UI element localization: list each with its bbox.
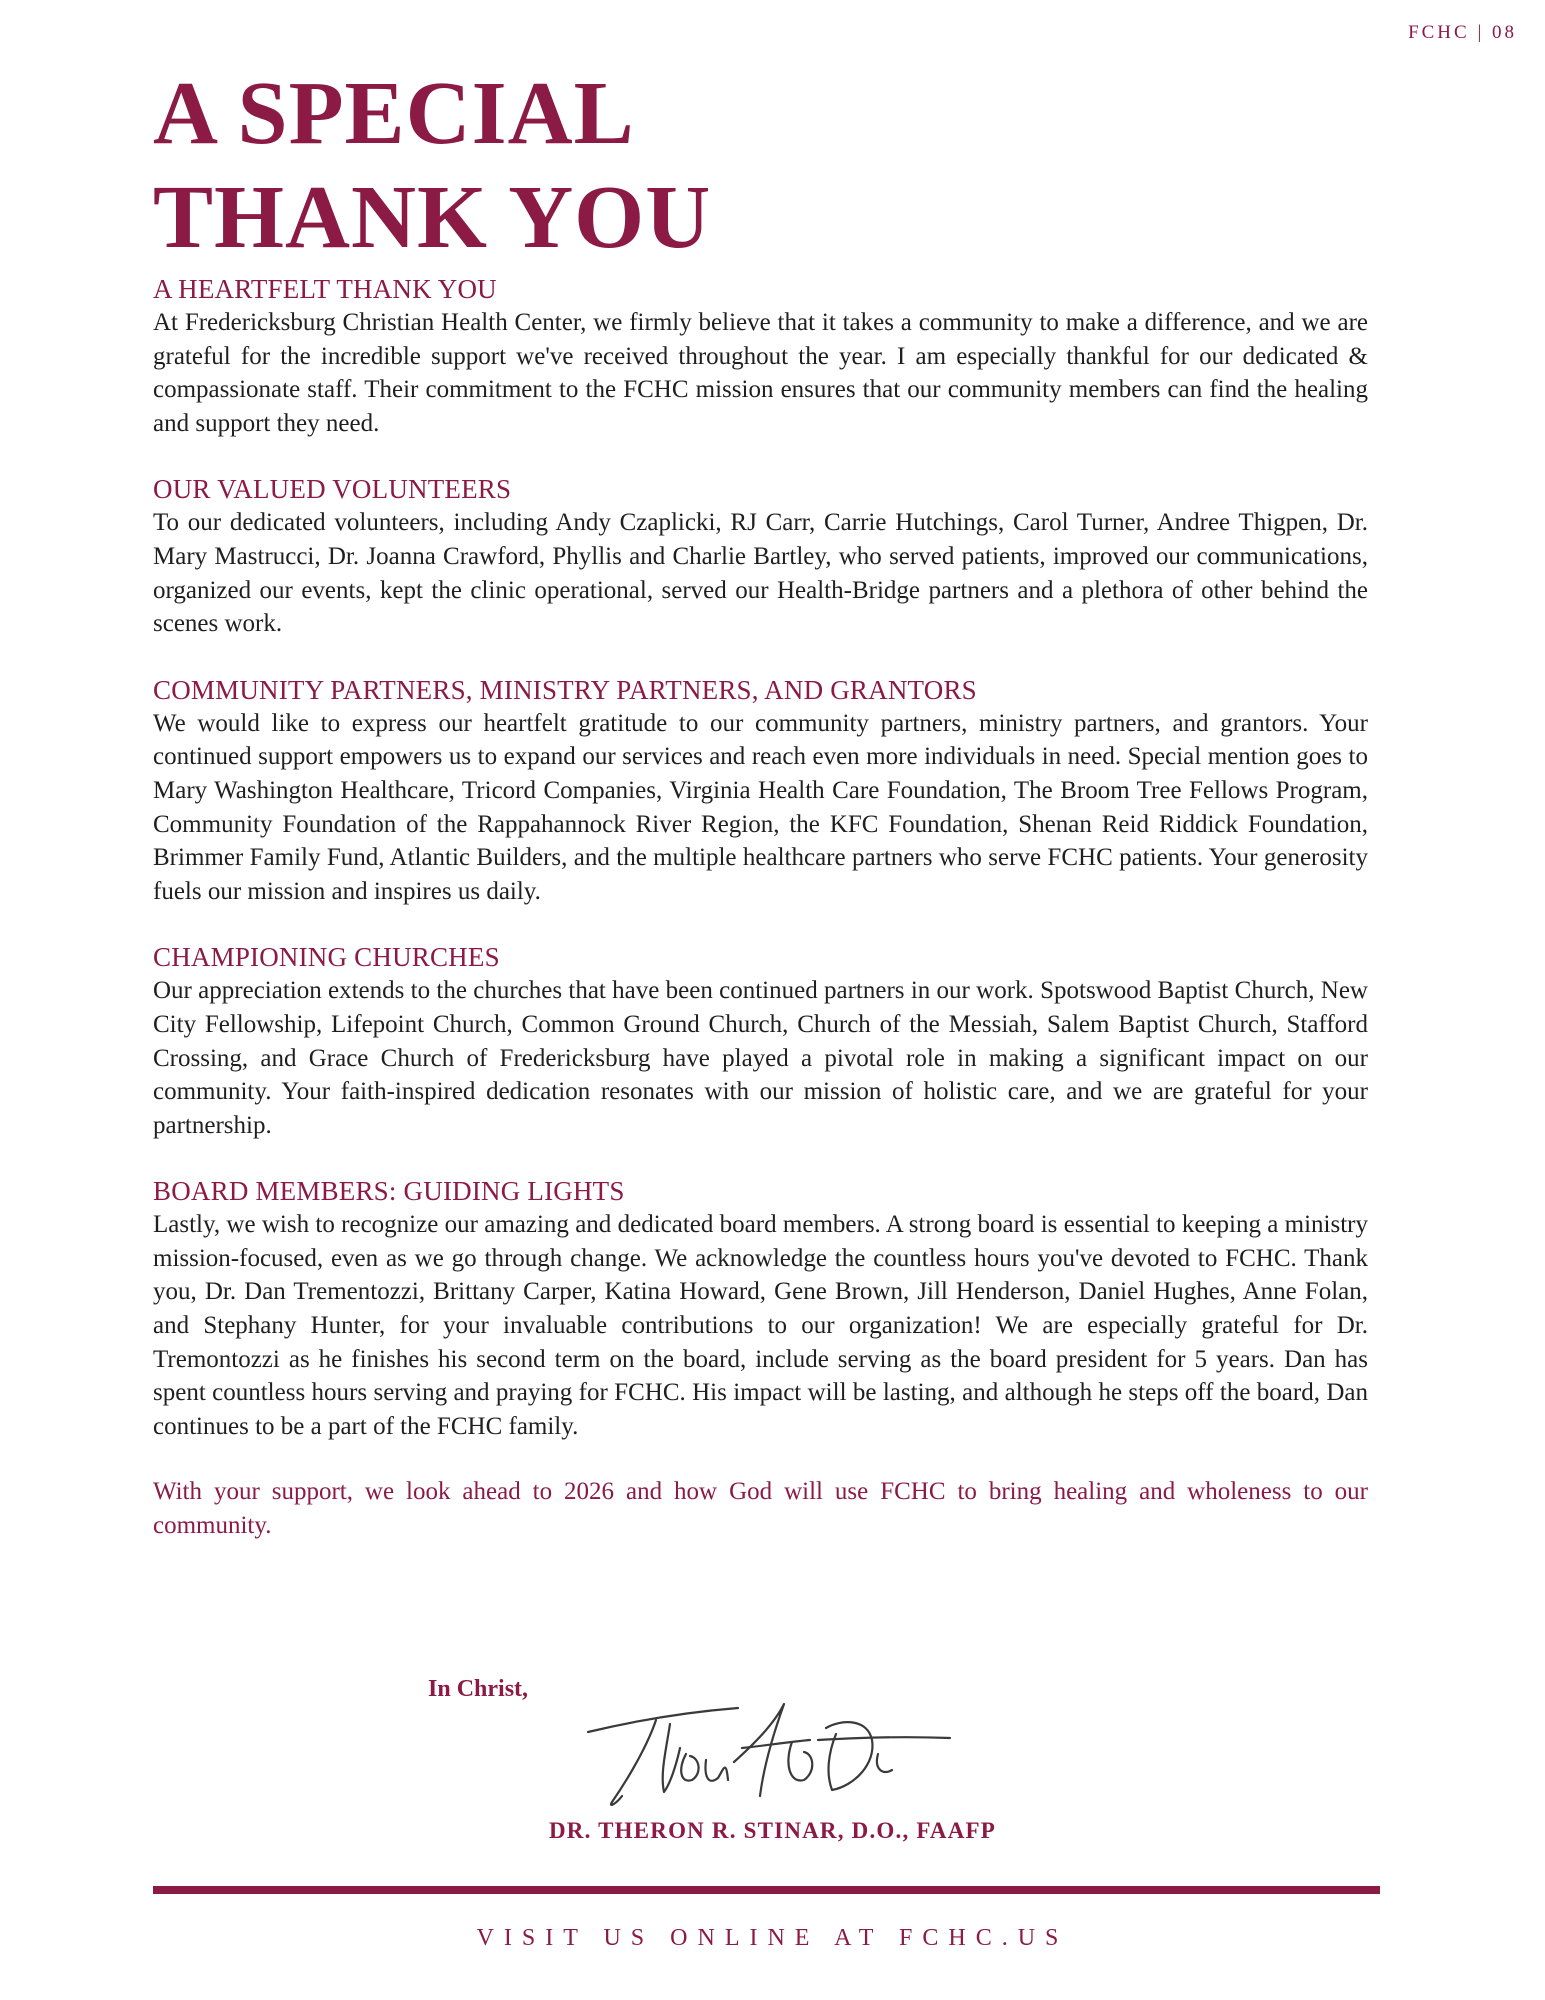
closing-note: With your support, we look ahead to 2026 and how God will use FCHC to bring healing and wholeness to our community. — [153, 1478, 1368, 1540]
section-heading: BOARD MEMBERS: GUIDING LIGHTS — [153, 1176, 625, 1207]
section-heading: A HEARTFELT THANK YOU — [153, 274, 497, 304]
section-heartfelt-thank-you — [153, 272, 1368, 440]
signer-name: DR. THERON R. STINAR, D.O., FAAFP — [548, 1818, 997, 1843]
page-title — [153, 62, 1053, 270]
section-body: At Fredericksburg Christian Health Center, we firmly believe that it takes a community to make a difference, and we are grateful for the incredible support we've received throughout the year. I am especially thankful for our dedicated & compassionate staff. Their commitment to the FCHC mission ensures that our community members can find the healing and support they need. — [153, 309, 1368, 437]
section-heading: OUR VALUED VOLUNTEERS — [153, 474, 512, 505]
section-valued-volunteers — [153, 472, 1368, 640]
footer-divider — [153, 1886, 1380, 1894]
section-heading: COMMUNITY PARTNERS, MINISTRY PARTNERS, AND GRANTORS — [153, 674, 977, 705]
footer-website: VISIT US ONLINE AT FCHC.US — [476, 1925, 1069, 1951]
section-body: To our dedicated volunteers, including Andy Czaplicki, RJ Carr, Carrie Hutchings, Carol Turner, Andree Thigpen, Dr. Mary Mastrucci, Dr. Joanna Crawford, Phyllis and Charlie Bartley, who served patients, improved our communications, organized our events, kept the clinic operational, served our Health-Bridge partners and a plethora of other behind the scenes work. — [153, 509, 1368, 638]
sign-off: In Christ, — [428, 1676, 529, 1702]
letter-body — [153, 272, 1368, 1543]
page-number: FCHC | 08 — [1408, 22, 1517, 43]
page-title-line-2: THANK YOU — [153, 168, 712, 267]
section-heading: CHAMPIONING CHURCHES — [153, 942, 500, 973]
section-body: Lastly, we wish to recognize our amazing and dedicated board members. A strong board is essential to keeping a ministry mission-focused, even as we go through change. We acknowledge the countless hours you've devoted to FCHC. Thank you, Dr. Dan Trementozzi, Brittany Carper, Katina Howard, Gene Brown, Jill Henderson, Daniel Hughes, Anne Folan, and Stephany Hunter, for your invaluable contributions to our organization! We are especially grateful for Dr. Tremontozzi as he finishes his second term on the board, include serving as the board president for 5 years. Dan has spent countless hours serving and praying for FCHC. His impact will be lasting, and although he steps off the board, Dan continues to be a part of the FCHC family. — [153, 1211, 1368, 1440]
section-championing-churches — [153, 940, 1368, 1142]
page-title-line-1: A SPECIAL — [153, 64, 635, 163]
section-body: We would like to express our heartfelt gratitude to our community partners, ministry partners, and grantors. Your continued support empowers us to expand our services and reach even more individuals in need. Special mention goes to Mary Washington Healthcare, Tricord Companies, Virginia Health Care Foundation, The Broom Tree Fellows Program, Community Foundation of the Rappahannock River Region, the KFC Foundation, Shenan Reid Riddick Foundation, Brimmer Family Fund, Atlantic Builders, and the multiple healthcare partners who serve FCHC patients. Your generosity fuels our mission and inspires us daily. — [153, 709, 1368, 905]
section-body: Our appreciation extends to the churches that have been continued partners in our work. Spotswood Baptist Church, New City Fellowship, Lifepoint Church, Common Ground Church, Church of the Messiah, Salem Baptist Church, Stafford Crossing, and Grace Church of Fredericksburg have played a pivotal role in making a significant impact on our community. Your faith-inspired dedication resonates with our mission of holistic care, and we are grateful for your partnership. — [153, 977, 1368, 1139]
signature-image — [578, 1684, 998, 1824]
section-board-members — [153, 1174, 1368, 1443]
section-community-partners — [153, 673, 1368, 909]
